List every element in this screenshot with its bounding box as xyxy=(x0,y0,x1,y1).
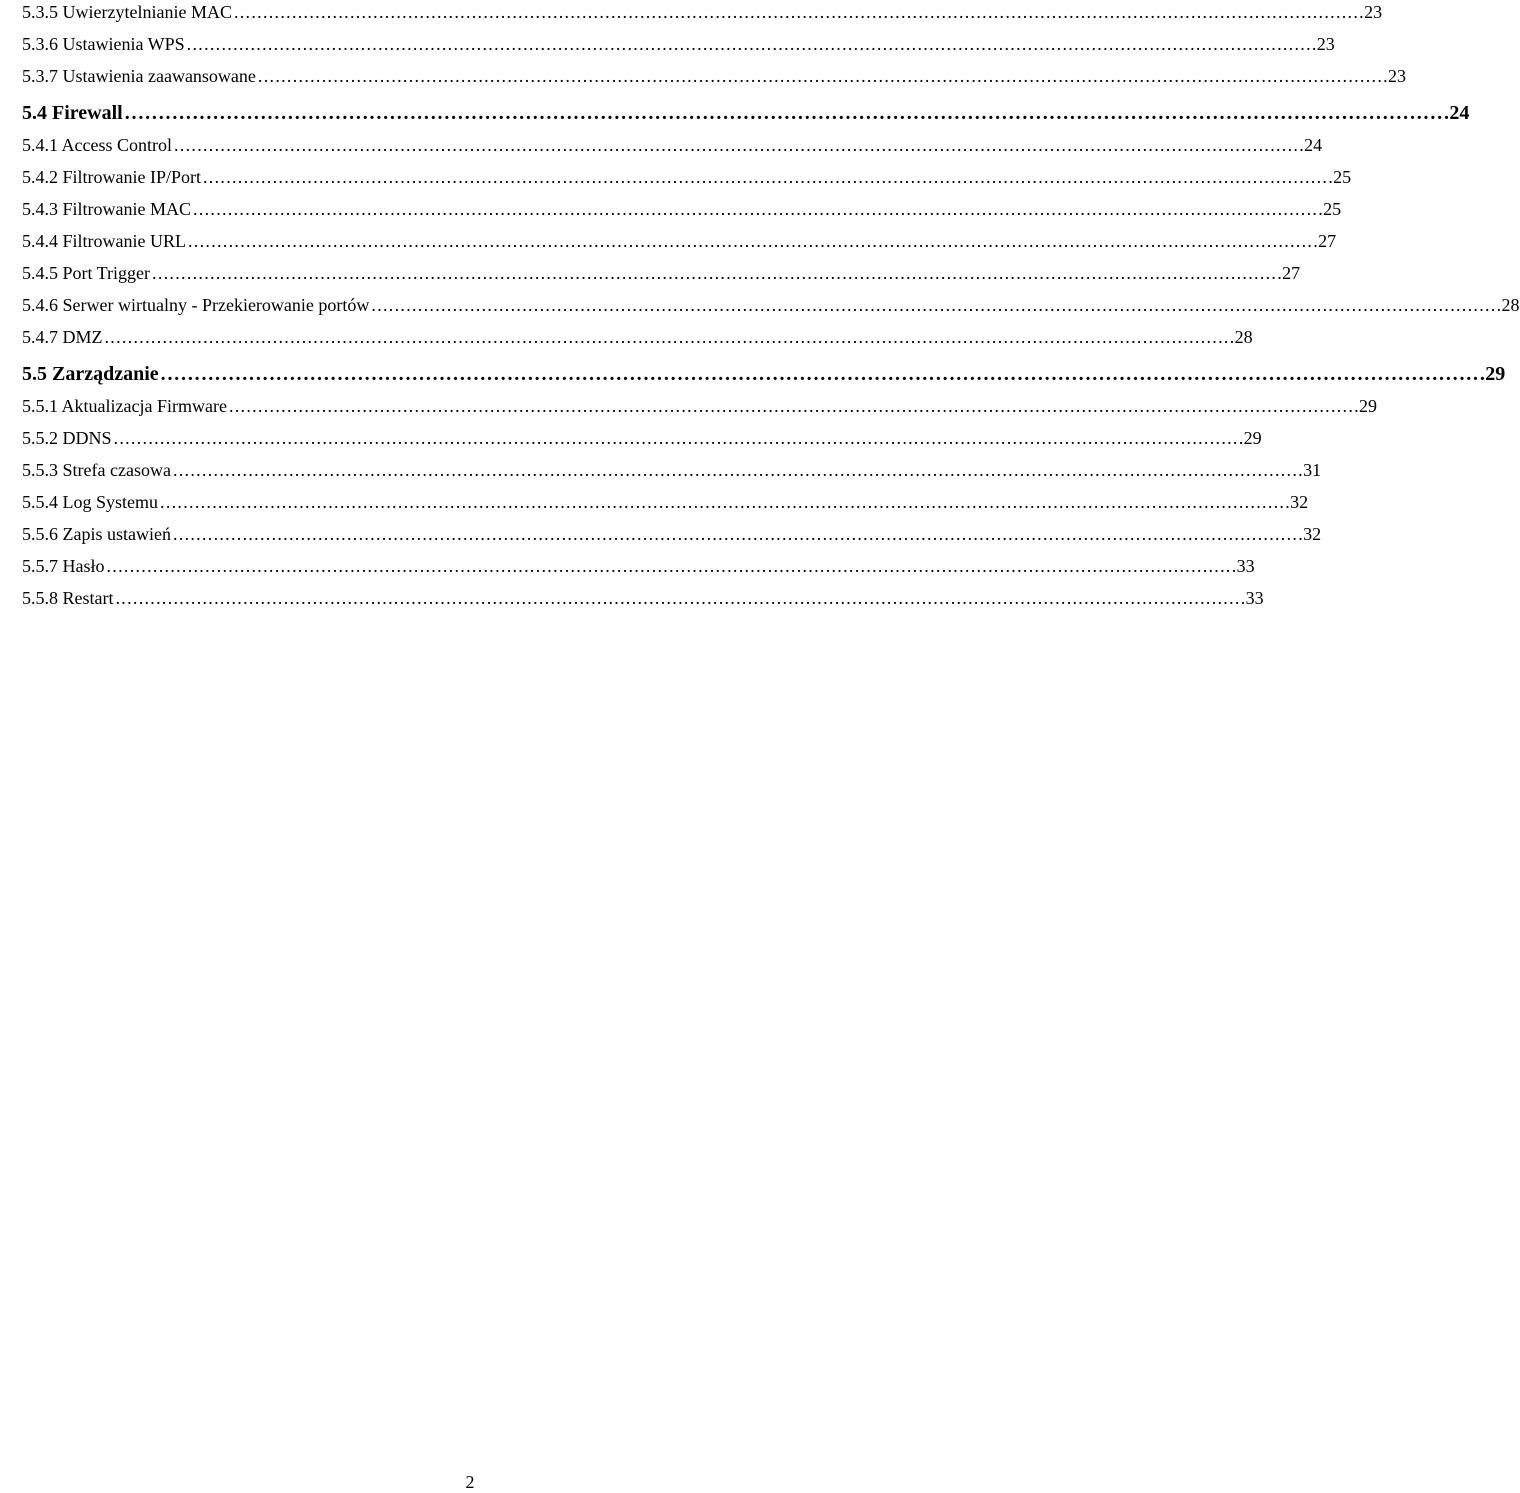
toc-entry[interactable] xyxy=(22,522,1322,554)
toc-leader-dots xyxy=(174,133,1302,157)
toc-leader-dots xyxy=(161,362,1484,386)
toc-entry-title: 5.4.7 DMZ xyxy=(22,327,103,347)
toc-entry-page: 24 xyxy=(1449,102,1470,124)
toc-entry-page: 28 xyxy=(1234,327,1253,347)
toc-entry-page: 32 xyxy=(1290,492,1309,512)
toc-entry-page: 33 xyxy=(1245,588,1264,608)
toc-entry-page: 29 xyxy=(1485,363,1506,385)
toc-entry-page: 25 xyxy=(1333,167,1352,187)
toc-leader-dots xyxy=(234,0,1362,24)
toc-leader-dots xyxy=(187,32,1315,56)
toc-entry-title: 5.3.7 Ustawienia zaawansowane xyxy=(22,66,256,86)
toc-entry-page: 29 xyxy=(1359,396,1378,416)
toc-entry[interactable] xyxy=(22,554,1255,586)
toc-entry[interactable] xyxy=(22,229,1337,261)
toc-leader-dots xyxy=(125,101,1448,125)
toc-leader-dots xyxy=(229,394,1357,418)
toc-entry-page: 25 xyxy=(1323,199,1342,219)
toc-entry[interactable] xyxy=(22,458,1322,490)
toc-entry-page: 24 xyxy=(1304,135,1323,155)
toc-entry[interactable] xyxy=(22,325,1253,357)
toc-entry-title: 5.4.6 Serwer wirtualny - Przekierowanie portów xyxy=(22,295,370,315)
toc-entry-page: 27 xyxy=(1318,231,1337,251)
toc-entry[interactable] xyxy=(22,197,1342,229)
toc-entry[interactable] xyxy=(22,490,1309,522)
toc-entry-page: 29 xyxy=(1243,428,1262,448)
toc-entry-page: 23 xyxy=(1316,34,1335,54)
toc-section-entry[interactable] xyxy=(22,101,1470,133)
toc-leader-dots xyxy=(160,490,1288,514)
toc-leader-dots xyxy=(193,197,1321,221)
toc-entry-page: 33 xyxy=(1236,556,1255,576)
toc-entry-title: 5.5 Zarządzanie xyxy=(22,363,159,385)
toc-entry-title: 5.4.3 Filtrowanie MAC xyxy=(22,199,191,219)
toc-leader-dots xyxy=(114,426,1242,450)
toc-entry-title: 5.5.1 Aktualizacja Firmware xyxy=(22,396,227,416)
toc-entry-page: 23 xyxy=(1364,2,1383,22)
toc-leader-dots xyxy=(173,522,1301,546)
toc-leader-dots xyxy=(107,554,1235,578)
toc-entry-title: 5.4.1 Access Control xyxy=(22,135,172,155)
toc-entry-page: 23 xyxy=(1388,66,1407,86)
toc-leader-dots xyxy=(173,458,1301,482)
toc-entry-title: 5.5.6 Zapis ustawień xyxy=(22,524,171,544)
toc-entry-title: 5.4.5 Port Trigger xyxy=(22,263,151,283)
toc-entry-title: 5.4.4 Filtrowanie URL xyxy=(22,231,186,251)
toc-leader-dots xyxy=(116,586,1244,610)
toc-entry[interactable] xyxy=(22,261,1301,293)
toc-entry-page: 31 xyxy=(1303,460,1322,480)
toc-entry[interactable] xyxy=(22,32,1335,64)
toc-leader-dots xyxy=(258,64,1386,88)
toc-entry-title: 5.5.2 DDNS xyxy=(22,428,112,448)
toc-leader-dots xyxy=(188,229,1316,253)
toc-entry-page: 32 xyxy=(1303,524,1322,544)
toc-leader-dots xyxy=(203,165,1331,189)
toc-entry-title: 5.5.4 Log Systemu xyxy=(22,492,159,512)
toc-entry[interactable] xyxy=(22,165,1352,197)
toc-entry-page: 28 xyxy=(1501,295,1520,315)
toc-entry-title: 5.4 Firewall xyxy=(22,102,123,124)
toc-leader-dots xyxy=(105,325,1233,349)
toc-leader-dots xyxy=(371,293,1499,317)
toc-entry-title: 5.5.8 Restart xyxy=(22,588,114,608)
toc-entry-title: 5.3.5 Uwierzytelnianie MAC xyxy=(22,2,232,22)
toc-entry-title: 5.3.6 Ustawienia WPS xyxy=(22,34,185,54)
toc-leader-dots xyxy=(152,261,1280,285)
toc-entry-title: 5.5.3 Strefa czasowa xyxy=(22,460,171,480)
toc-section-entry[interactable] xyxy=(22,362,1506,394)
toc-entry[interactable] xyxy=(22,394,1378,426)
toc-entry-title: 5.4.2 Filtrowanie IP/Port xyxy=(22,167,201,187)
toc-entry[interactable] xyxy=(22,0,1383,32)
toc-entry[interactable] xyxy=(22,133,1323,165)
toc-entry[interactable] xyxy=(22,586,1264,618)
toc-entry[interactable] xyxy=(22,293,1520,325)
page-number: 2 xyxy=(465,1472,475,1492)
table-of-contents xyxy=(22,0,1520,618)
toc-entry[interactable] xyxy=(22,426,1262,458)
toc-entry-title: 5.5.7 Hasło xyxy=(22,556,105,576)
toc-entry-page: 27 xyxy=(1282,263,1301,283)
toc-entry[interactable] xyxy=(22,64,1407,96)
